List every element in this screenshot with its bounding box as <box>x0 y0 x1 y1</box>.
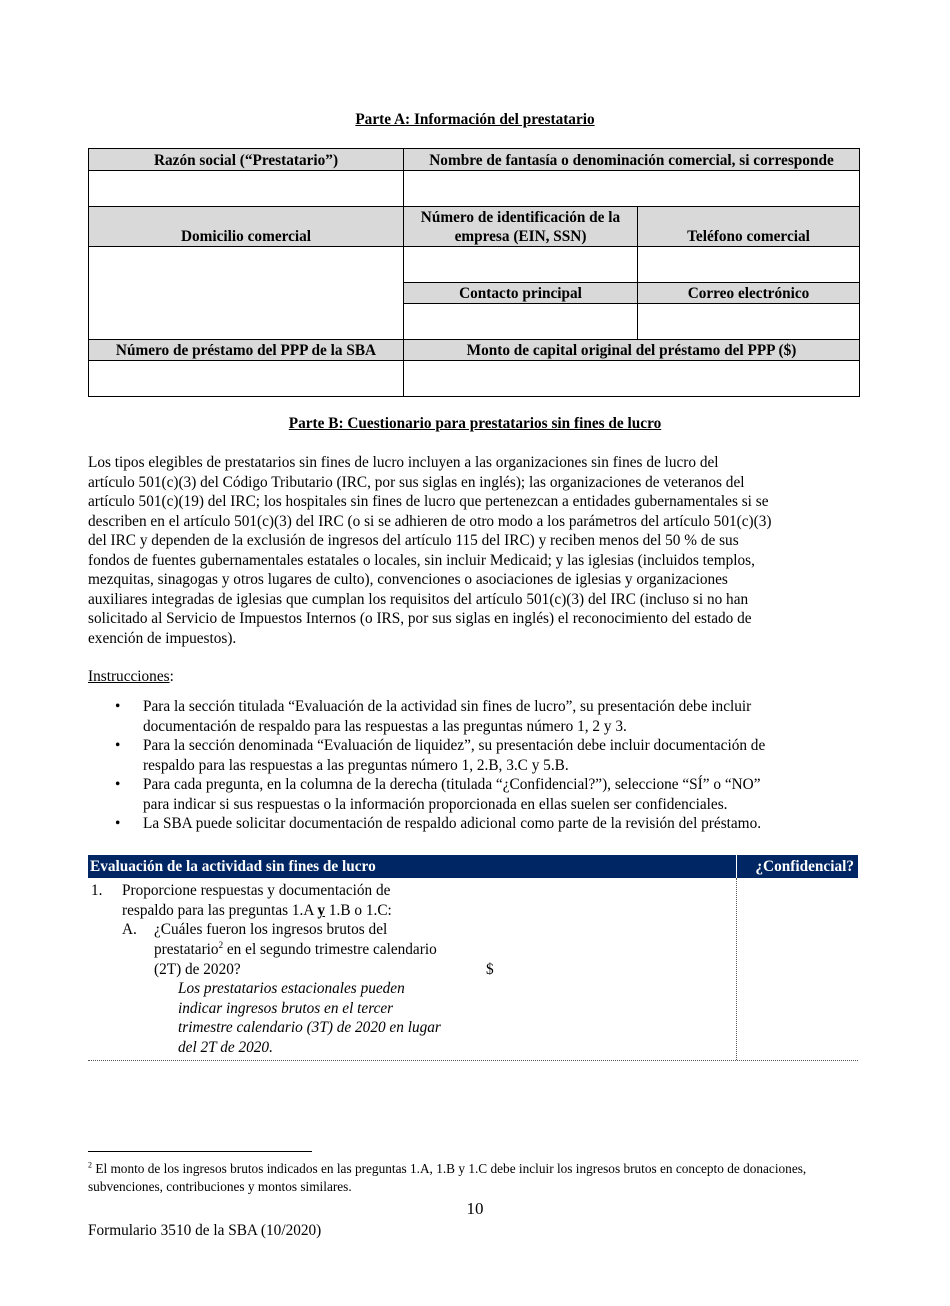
intro-line: mezquitas, sinagogas y otros lugares de culto), convenciones o asociaciones de iglesias y organizaciones <box>88 571 728 588</box>
business-name-label: Razón social (“Prestatario”) <box>89 149 404 171</box>
qa-letter: A. <box>122 921 137 938</box>
intro-line: artículo 501(c)(3) del Código Tributario (IRC, por sus siglas en inglés); las organizaciones de veteranos del <box>88 473 745 491</box>
dba-label: Nombre de fantasía o denominación comercial, si corresponde <box>404 149 860 171</box>
intro-line: fondos de fuentes gubernamentales estatales o locales, sin incluir Medicaid; y las iglesias (incluidos templos, <box>88 551 755 569</box>
footnote-number: 2 <box>88 1160 92 1170</box>
bullet-icon: • <box>115 776 121 793</box>
header-activity-title: Evaluación de la actividad sin fines de lucro <box>90 858 376 875</box>
question-1-row <box>88 878 858 1061</box>
qa-text: prestatario <box>154 941 219 958</box>
instruction-item <box>88 697 863 736</box>
bullet-icon: • <box>115 737 121 754</box>
principal-label: Monto de capital original del préstamo del PPP ($) <box>404 340 860 361</box>
qa-line <box>154 940 437 960</box>
instructions-colon: : <box>169 668 174 685</box>
dba-field[interactable] <box>404 171 860 207</box>
qa-note-line: trimestre calendario (3T) de 2020 en lugar <box>178 1019 441 1036</box>
confidential-field[interactable] <box>740 878 856 1058</box>
email-field[interactable] <box>638 304 860 340</box>
header-divider <box>736 855 737 878</box>
address-label: Domicilio comercial <box>89 207 404 247</box>
instructions-list <box>88 697 863 834</box>
instruction-line: Para la sección denominada “Evaluación de liquidez”, su presentación debe incluir documentación de <box>143 737 766 754</box>
footnote-rule <box>88 1151 312 1152</box>
instruction-line: La SBA puede solicitar documentación de respaldo adicional como parte de la revisión del préstamo. <box>143 815 762 832</box>
qa-note-line: del 2T de 2020. <box>178 1039 273 1056</box>
ein-field[interactable] <box>404 247 638 283</box>
intro-line: auxiliares integradas de iglesias que cumplan los requisitos del artículo 501(c)(3) del IRC (incluso si no han <box>88 590 749 608</box>
instruction-item <box>88 814 863 834</box>
principal-field[interactable] <box>404 361 860 397</box>
instruction-line: Para la sección titulada “Evaluación de la actividad sin fines de lucro”, su presentación debe incluir <box>143 698 752 715</box>
footnote <box>88 1160 863 1196</box>
instruction-line: documentación de respaldo para las respuestas a las preguntas número 1, 2 y 3. <box>143 717 627 735</box>
q1-text: 1.B o 1.C: <box>325 902 392 919</box>
intro-line: Los tipos elegibles de prestatarios sin fines de lucro incluyen a las organizaciones sin fines de lucro del <box>88 454 719 471</box>
intro-line: solicitado al Servicio de Impuestos Internos (o IRS, por sus siglas en inglés) el reconocimiento del estado de <box>88 610 752 627</box>
borrower-info-table <box>88 148 860 397</box>
qa-line: ¿Cuáles fueron los ingresos brutos del <box>154 921 388 938</box>
instruction-item <box>88 775 863 814</box>
q1-and: y <box>317 902 326 919</box>
intro-line: describen en el artículo 501(c)(3) del IRC (o si se adhieren de otro modo a los parámetros del artículo 501(c)(3) <box>88 512 772 530</box>
instruction-line: para indicar si sus respuestas o la información proporcionada en ellas suelen ser confidenciales. <box>143 795 728 813</box>
business-name-field[interactable] <box>89 171 404 207</box>
email-label: Correo electrónico <box>638 283 860 304</box>
intro-paragraph <box>88 453 863 648</box>
bullet-icon: • <box>115 698 121 715</box>
nonprofit-activity-table <box>88 855 858 1061</box>
q1-text: respaldo para las preguntas 1.A <box>122 902 318 919</box>
q1-line: Proporcione respuestas y documentación de <box>122 882 391 899</box>
q1-number: 1. <box>91 882 103 899</box>
loan-number-label: Número de préstamo del PPP de la SBA <box>89 340 404 361</box>
table-header <box>88 855 858 878</box>
footnote-text: El monto de los ingresos brutos indicados en las preguntas 1.A, 1.B y 1.C debe incluir los ingresos brutos en concepto de donaciones, subvenciones, contribuciones y montos similares. <box>88 1161 807 1194</box>
part-a-title: Parte A: Información del prestatario <box>355 111 595 128</box>
qa-note-line: Los prestatarios estacionales pueden <box>178 980 405 997</box>
phone-field[interactable] <box>638 247 860 283</box>
intro-line: artículo 501(c)(19) del IRC; los hospitales sin fines de lucro que pertenezcan a entidades gubernamentales si se <box>88 493 769 510</box>
instructions-label <box>88 667 174 687</box>
qa-note-line: indicar ingresos brutos en el tercer <box>178 1000 394 1017</box>
instruction-item <box>88 736 863 775</box>
instruction-line: respaldo para las respuestas a las preguntas número 1, 2.B, 3.C y 5.B. <box>143 756 569 774</box>
form-name: Formulario 3510 de la SBA (10/2020) <box>88 1222 322 1239</box>
column-divider <box>736 878 737 1060</box>
qa-text: en el segundo trimestre calendario <box>223 941 437 958</box>
ein-label: Número de identificación de la empresa (EIN, SSN) <box>404 207 638 247</box>
intro-line: del IRC y dependen de la exclusión de ingresos del artículo 115 del IRC) y reciben menos del 50 % de sus <box>88 532 739 549</box>
phone-label: Teléfono comercial <box>638 207 860 247</box>
intro-line: exención de impuestos). <box>88 629 237 647</box>
loan-number-field[interactable] <box>89 361 404 397</box>
gross-receipts-input[interactable] <box>498 956 728 980</box>
header-confidential: ¿Confidencial? <box>755 858 854 875</box>
qa-line: (2T) de 2020? <box>154 961 241 978</box>
address-field[interactable] <box>89 247 404 340</box>
instructions-label-text: Instrucciones <box>88 668 170 685</box>
part-b-title: Parte B: Cuestionario para prestatarios sin fines de lucro <box>288 415 662 432</box>
page-number: 10 <box>466 1199 484 1218</box>
contact-field[interactable] <box>404 304 638 340</box>
gross-receipts-dollar: $ <box>486 961 494 978</box>
instruction-line: Para cada pregunta, en la columna de la derecha (titulada “¿Confidencial?”), seleccione “SÍ” o “NO” <box>143 776 761 793</box>
bullet-icon: • <box>115 815 121 832</box>
q1-line <box>122 901 392 921</box>
footnote-marker: 2 <box>218 939 224 950</box>
contact-label: Contacto principal <box>404 283 638 304</box>
